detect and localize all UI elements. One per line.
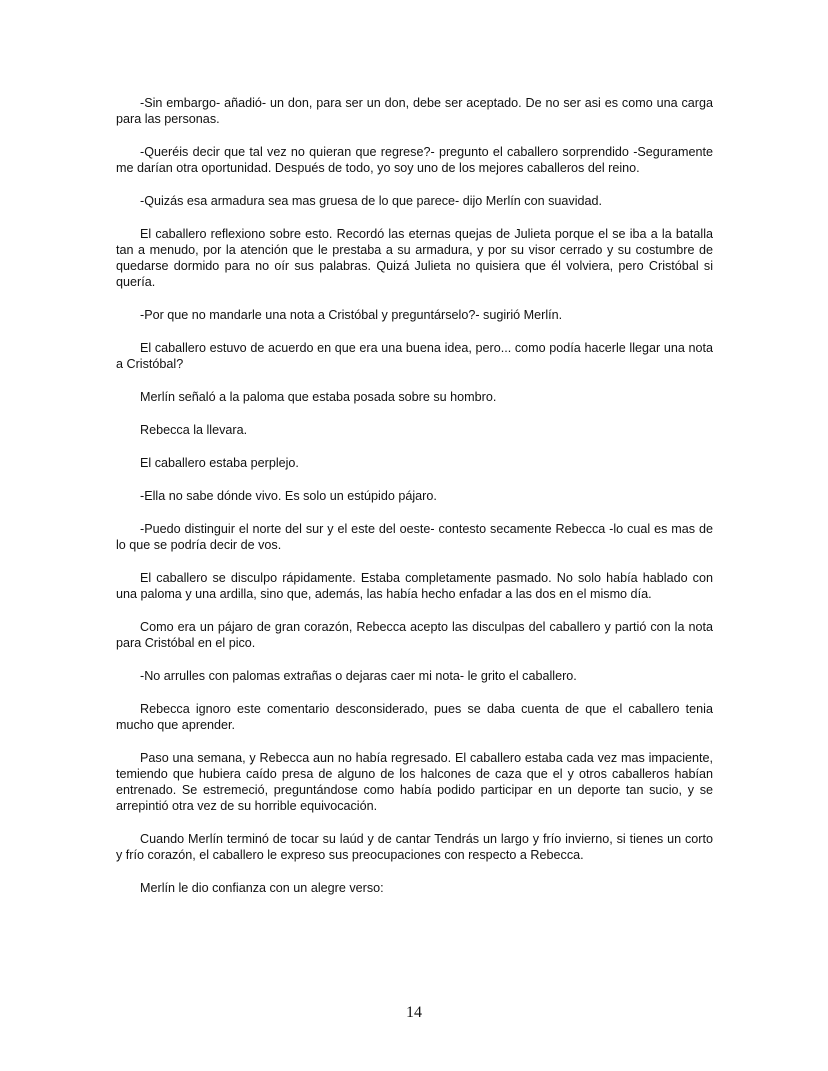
paragraph: -Queréis decir que tal vez no quieran que regrese?- pregunto el caballero sorprendido -Seguramente me darían otra oportunidad. Después de todo, yo soy uno de los mejores caballeros del reino. bbox=[116, 145, 713, 175]
paragraph: Merlín señaló a la paloma que estaba posada sobre su hombro. bbox=[140, 390, 497, 404]
paragraph: El caballero estuvo de acuerdo en que era una buena idea, pero... como podía hacerle llegar una nota a Cristóbal? bbox=[116, 341, 713, 371]
paragraph: Como era un pájaro de gran corazón, Rebecca acepto las disculpas del caballero y partió con la nota para Cristóbal en el pico. bbox=[116, 620, 713, 650]
paragraph: -No arrulles con palomas extrañas o dejaras caer mi nota- le grito el caballero. bbox=[140, 669, 577, 683]
paragraph: -Puedo distinguir el norte del sur y el este del oeste- contesto secamente Rebecca -lo cual es mas de lo que se podría decir de vos. bbox=[116, 522, 713, 552]
paragraph: Cuando Merlín terminó de tocar su laúd y de cantar Tendrás un largo y frío invierno, si tienes un corto y frío corazón, el caballero le expreso sus preocupaciones con respecto a Rebecca. bbox=[116, 832, 713, 862]
paragraph: Rebecca la llevara. bbox=[140, 423, 248, 437]
page-number: 14 bbox=[406, 1004, 422, 1021]
paragraph: Rebecca ignoro este comentario desconsiderado, pues se daba cuenta de que el caballero tenia mucho que aprender. bbox=[116, 702, 713, 732]
paragraph: -Ella no sabe dónde vivo. Es solo un estúpido pájaro. bbox=[140, 489, 437, 503]
paragraph: Merlín le dio confianza con un alegre verso: bbox=[140, 881, 384, 895]
paragraph: -Sin embargo- añadió- un don, para ser un don, debe ser aceptado. De no ser asi es como una carga para las personas. bbox=[116, 96, 713, 126]
paragraph: Paso una semana, y Rebecca aun no había regresado. El caballero estaba cada vez mas impaciente, temiendo que hubiera caído presa de alguno de los halcones de caza que el y otros caballeros habían entrenado. Se estremeció, preguntándose como había podido participar en un deporte tan sucio, y se arrepintió otra vez de su horrible equivocación. bbox=[116, 751, 713, 813]
paragraph: -Por que no mandarle una nota a Cristóbal y preguntárselo?- sugirió Merlín. bbox=[140, 308, 563, 322]
paragraph: -Quizás esa armadura sea mas gruesa de lo que parece- dijo Merlín con suavidad. bbox=[140, 194, 603, 208]
paragraph: El caballero se disculpo rápidamente. Estaba completamente pasmado. No solo había hablado con una paloma y una ardilla, sino que, además, las había hecho enfadar a las dos en el mismo día. bbox=[116, 571, 713, 601]
paragraph: El caballero estaba perplejo. bbox=[140, 456, 299, 470]
body-text bbox=[116, 95, 713, 913]
paragraph: El caballero reflexiono sobre esto. Recordó las eternas quejas de Julieta porque el se iba a la batalla tan a menudo, por la atención que le prestaba a su armadura, y por su visor cerrado y su costumbre de quedarse dormido para no oír sus palabras. Quizá Julieta no quisiera que él volviera, pero Cristóbal si quería. bbox=[116, 227, 713, 289]
